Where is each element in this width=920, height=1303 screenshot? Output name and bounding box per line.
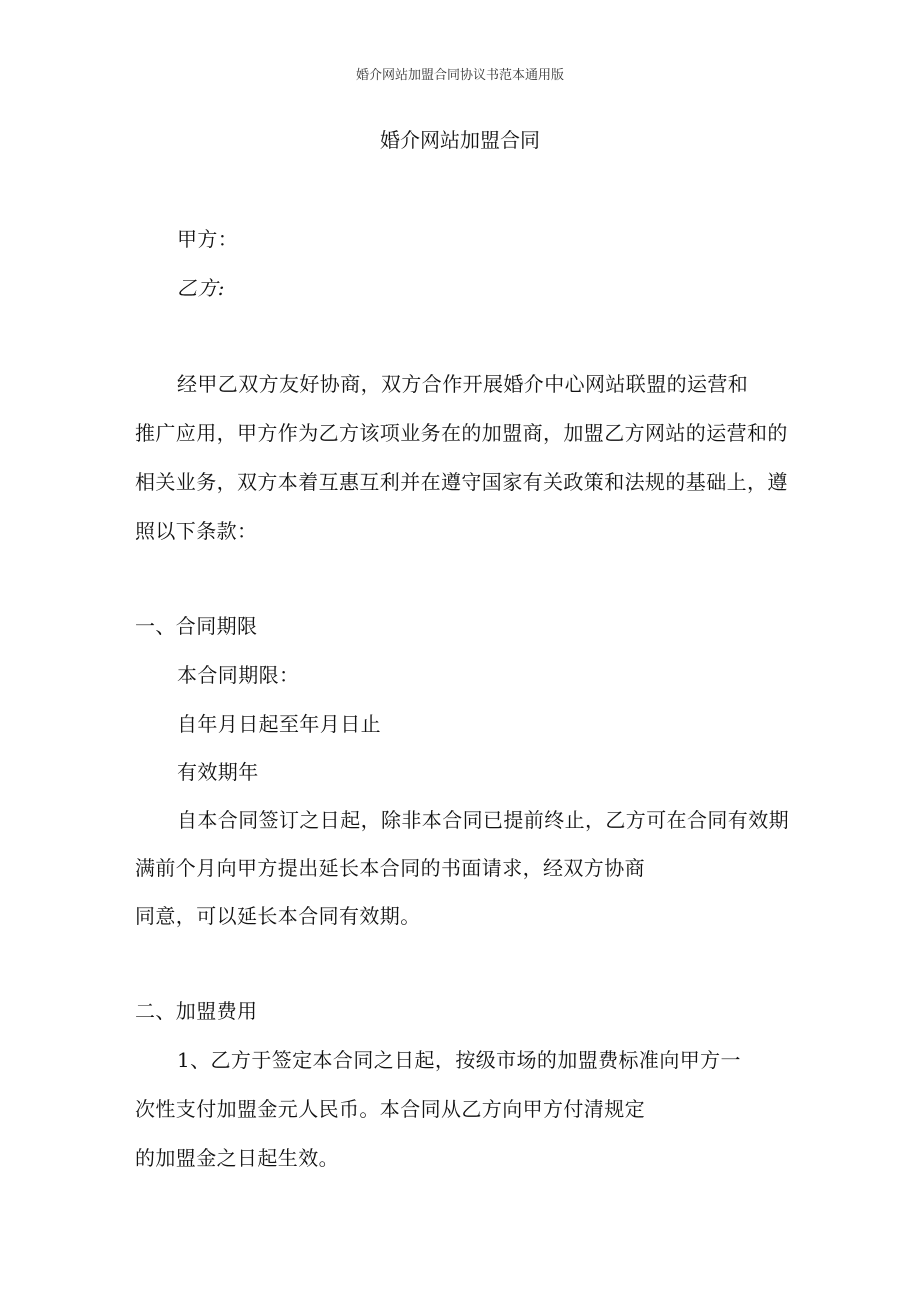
section-line: 本合同期限：	[177, 663, 300, 687]
preamble-line: 照以下条款：	[135, 519, 258, 543]
preamble-line: 相关业务，双方本着互惠互利并在遵守国家有关政策和法规的基础上，遵	[135, 470, 788, 494]
section-line: 自本合同签订之日起，除非本合同已提前终止，乙方可在合同有效期	[177, 808, 789, 832]
section-line: 的加盟金之日起生效。	[135, 1146, 339, 1170]
party-a-label: 甲方：	[177, 227, 239, 251]
section-heading: 二、加盟费用	[135, 999, 258, 1023]
page-header: 婚介网站加盟合同协议书范本通用版	[355, 68, 564, 83]
section-line: 有效期年	[177, 760, 259, 784]
section-line: 次性支付加盟金元人民币。本合同从乙方向甲方付清规定	[135, 1097, 645, 1121]
section-heading: 一、合同期限	[135, 614, 258, 638]
section-line: 同意，可以延长本合同有效期。	[135, 904, 421, 928]
preamble-line: 推广应用，甲方作为乙方该项业务在的加盟商，加盟乙方网站的运营和的	[135, 421, 788, 445]
document-title: 婚介网站加盟合同	[380, 128, 540, 152]
party-b-label: 乙方:	[177, 276, 225, 300]
section-line: 1、乙方于签定本合同之日起，按级市场的加盟费标准向甲方一	[177, 1048, 741, 1072]
preamble-line: 经甲乙双方友好协商，双方合作开展婚介中心网站联盟的运营和	[177, 372, 749, 396]
section-line: 满前个月向甲方提出延长本合同的书面请求，经双方协商	[135, 856, 645, 880]
section-line: 自年月日起至年月日止	[177, 712, 381, 736]
